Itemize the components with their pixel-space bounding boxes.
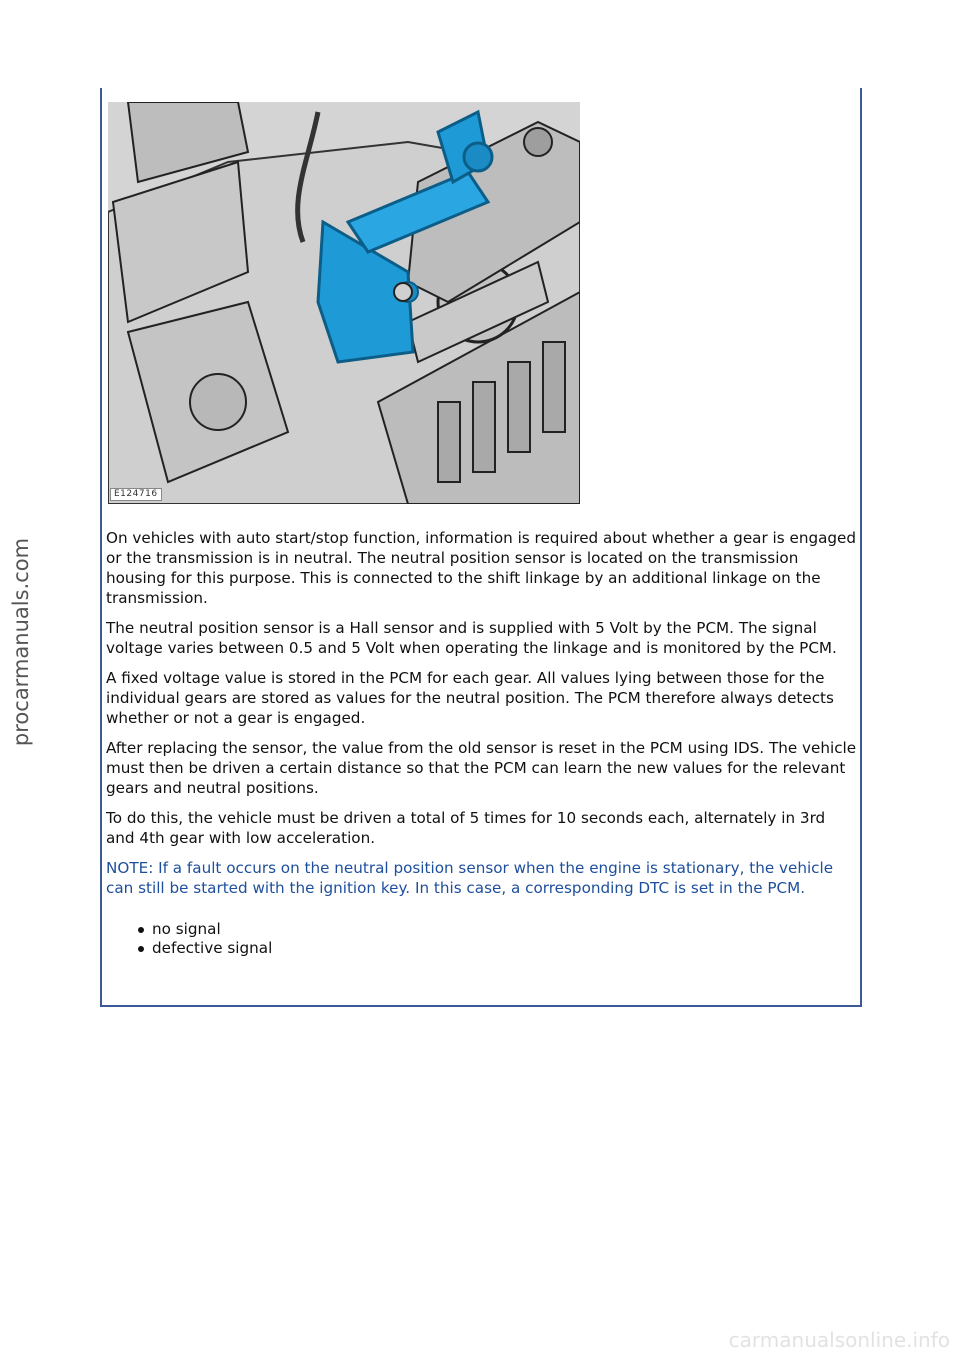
note: NOTE: If a fault occurs on the neutral position sensor when the engine is stationary, the vehicle can still be started with the ignition key. In this case, a corresponding DTC is set in the PCM. <box>106 859 834 897</box>
paragraph: After replacing the sensor, the value from the old sensor is reset in the PCM using IDS. The vehicle must then be driven a certain distance so that the PCM can learn the new values for the relevant gears and neutral positions. <box>106 739 857 797</box>
list-item: defective signal <box>152 939 858 958</box>
paragraph: The neutral position sensor is a Hall sensor and is supplied with 5 Volt by the PCM. The signal voltage varies between 0.5 and 5 Volt when operating the linkage and is monitored by the PCM. <box>106 619 837 657</box>
paragraph: On vehicles with auto start/stop function, information is required about whether a gear is engaged or the transmission is in neutral. The neutral position sensor is located on the transmission housing for this purpose. This is connected to the shift linkage by an additional linkage on the transmission. <box>106 529 857 607</box>
fault-list <box>106 920 858 958</box>
content-panel <box>100 88 862 1007</box>
sensor-illustration <box>108 102 580 504</box>
list-item: no signal <box>152 920 858 939</box>
body-text <box>106 528 858 958</box>
paragraph: To do this, the vehicle must be driven a total of 5 times for 10 seconds each, alternately in 3rd and 4th gear with low acceleration. <box>106 809 826 847</box>
transmission-drawing <box>108 102 580 504</box>
paragraph: A fixed voltage value is stored in the PCM for each gear. All values lying between those for the individual gears are stored as values for the neutral position. The PCM therefore always detects whether or not a gear is engaged. <box>106 669 834 727</box>
footer-watermark: carmanualsonline.info <box>728 1328 950 1352</box>
side-watermark: procarmanuals.com <box>9 537 33 747</box>
figure-label: E124716 <box>110 488 162 501</box>
